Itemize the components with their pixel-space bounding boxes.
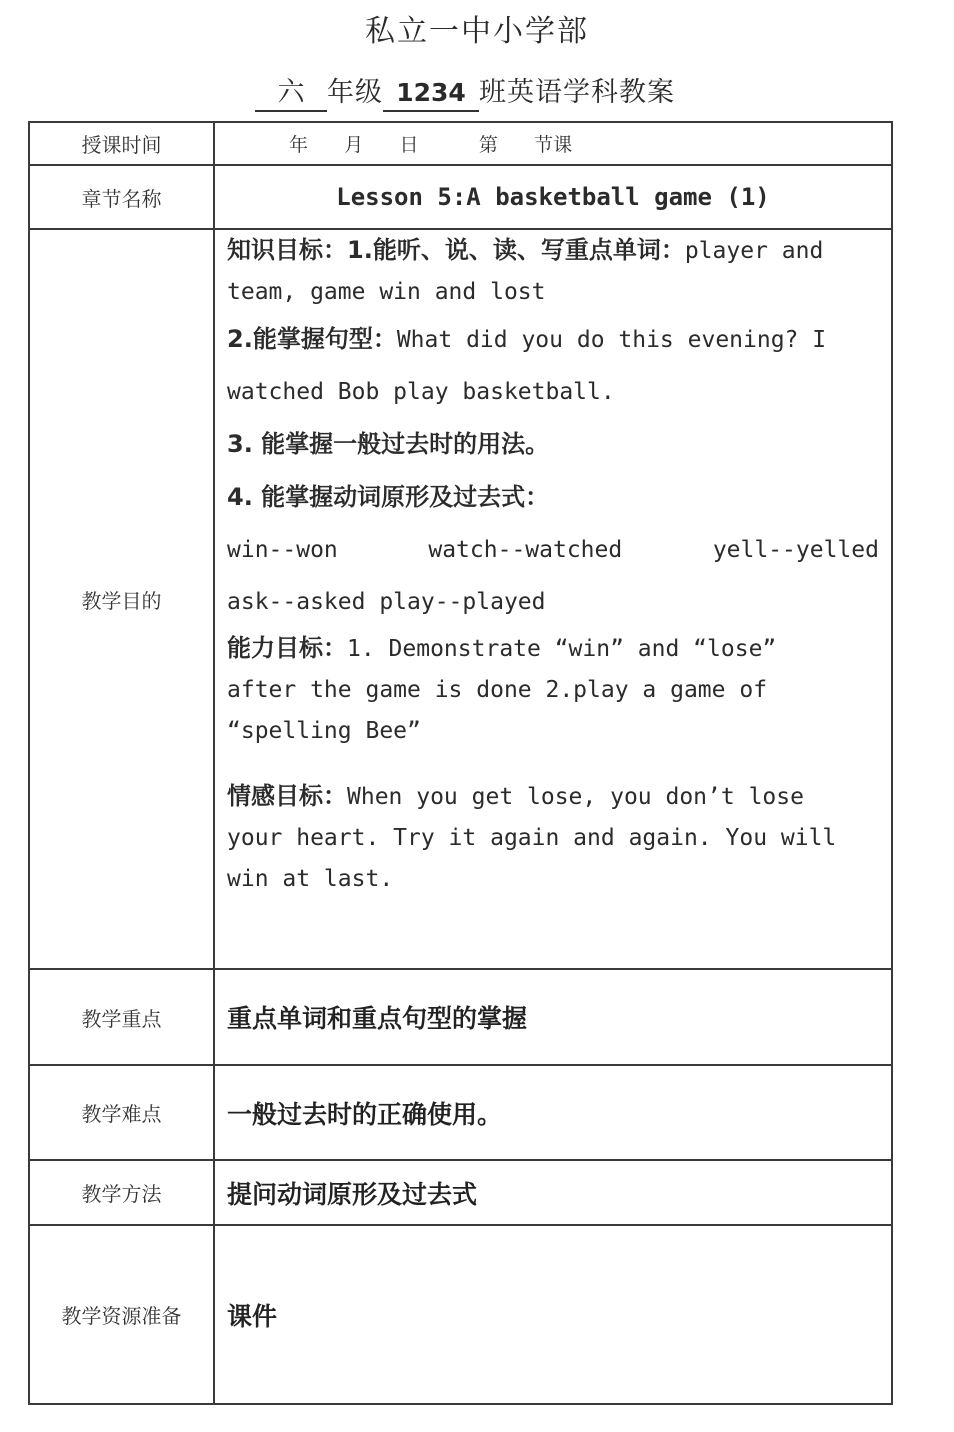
ability-1: 1. Demonstrate “win” and “lose” [347, 636, 777, 662]
time-cell [214, 122, 892, 165]
objectives-label: 教学目的 [29, 229, 214, 969]
difficulties-value: 一般过去时的正确使用。 [214, 1065, 892, 1160]
row-difficulties [29, 1065, 892, 1160]
emotion-3: win at last. [227, 866, 394, 892]
key-points-label: 教学重点 [29, 969, 214, 1065]
resources-label: 教学资源准备 [29, 1225, 214, 1404]
knowledge-words-1: player and [684, 238, 824, 264]
ability-head: 能力目标： [227, 634, 347, 662]
chapter-value: Lesson 5:A basketball game (1) [214, 165, 892, 229]
key-points-value: 重点单词和重点句型的掌握 [214, 969, 892, 1065]
emotion-2: your heart. Try it again and again. You will [227, 825, 837, 851]
verbs-head: 4. 能掌握动词原形及过去式： [227, 483, 550, 511]
lesson-plan-table [28, 121, 893, 1405]
pattern-2: watched Bob play basketball. [227, 379, 615, 405]
verb-pair: win--won [227, 537, 338, 563]
time-value: 年 月 日 第 节课 [289, 134, 573, 156]
row-key-points [29, 969, 892, 1065]
ability-3: “spelling Bee” [227, 718, 421, 744]
title-suffix: 班英语学科教案 [479, 77, 675, 108]
methods-value: 提问动词原形及过去式 [214, 1160, 892, 1225]
verbs-row-2: ask--asked play--played [227, 589, 546, 615]
row-chapter [29, 165, 892, 229]
school-title: 私立一中小学部 [365, 14, 589, 49]
emotion-1: When you get lose, you don’t lose [347, 784, 804, 810]
lesson-plan-title [255, 70, 675, 112]
pattern-1: What did you do this evening? I [396, 327, 827, 353]
row-resources [29, 1225, 892, 1404]
row-methods [29, 1160, 892, 1225]
chapter-label: 章节名称 [29, 165, 214, 229]
verb-pair: yell--yelled [712, 537, 879, 563]
tense-objective: 3. 能掌握一般过去时的用法。 [227, 430, 550, 458]
difficulties-label: 教学难点 [29, 1065, 214, 1160]
row-objectives [29, 229, 892, 969]
row-time [29, 122, 892, 165]
class-number: 1234 [383, 76, 479, 112]
emotion-head: 情感目标： [227, 782, 347, 810]
grade-value: 六 [255, 76, 327, 112]
time-label: 授课时间 [29, 122, 214, 165]
objectives-content [214, 229, 892, 969]
methods-label: 教学方法 [29, 1160, 214, 1225]
resources-value: 课件 [214, 1225, 892, 1404]
pattern-head: 2.能掌握句型： [227, 325, 397, 353]
grade-suffix: 年级 [327, 77, 383, 108]
verbs-row-1 [227, 524, 879, 576]
knowledge-words-2: team, game win and lost [227, 279, 546, 305]
ability-2: after the game is done 2.play a game of [227, 677, 768, 703]
verb-pair: watch--watched [428, 537, 623, 563]
knowledge-head: 知识目标：1.能听、说、读、写重点单词： [227, 236, 685, 264]
